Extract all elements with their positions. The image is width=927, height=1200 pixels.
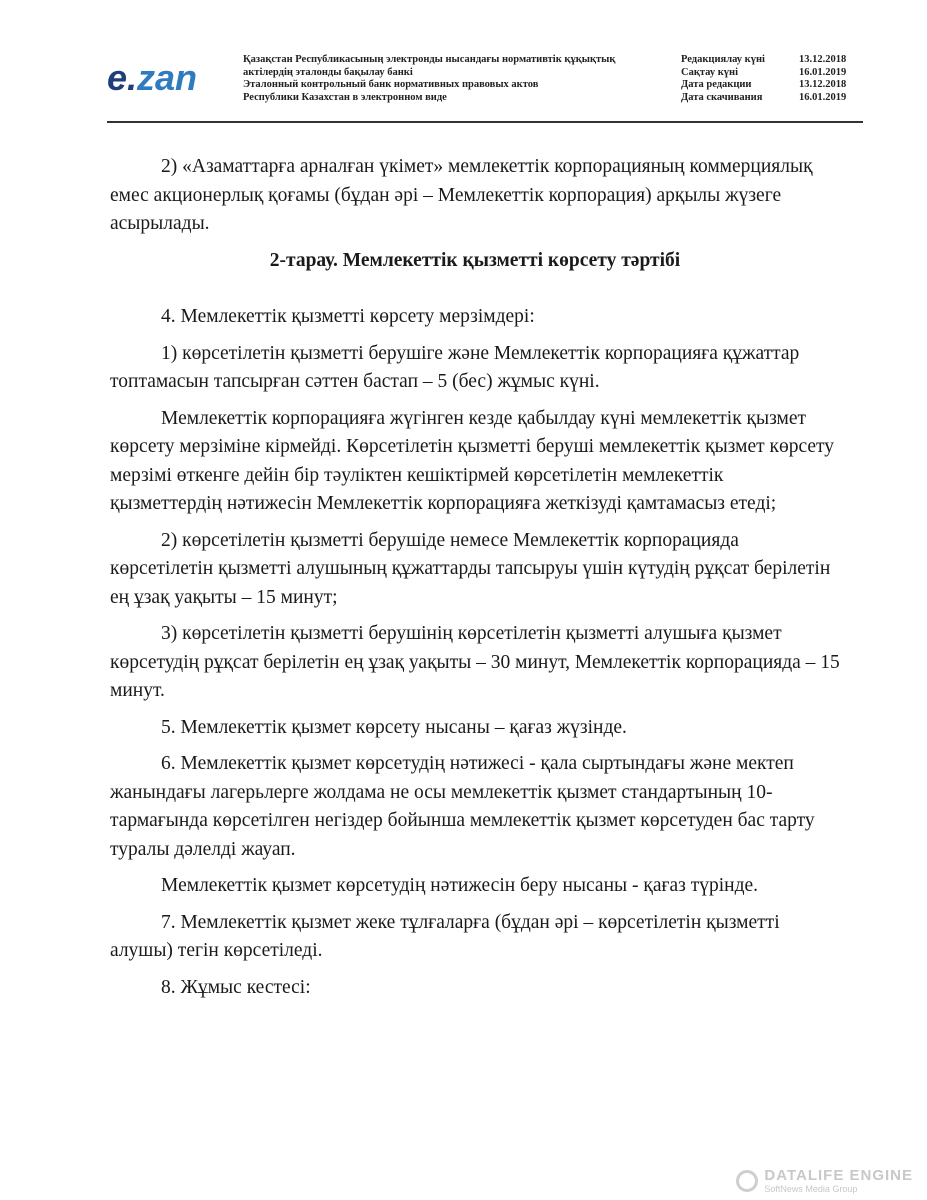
meta-value: 16.01.2019 bbox=[799, 66, 847, 78]
meta-label: Редакциялау күні bbox=[681, 54, 765, 65]
meta-row bbox=[681, 67, 863, 80]
meta-label: Дата редакции bbox=[681, 79, 752, 90]
paragraph: 4. Мемлекеттік қызметті көрсету мерзімдері: bbox=[161, 306, 535, 327]
paragraph: Мемлекеттік корпорацияға жүгінген кезде қабылдау күні мемлекеттік қызмет көрсету мерзіміне кірмейді. Көрсетілетін қызметті беруші мемлекеттік қызмет көрсету мерзімі өткенге дейін бір тәуліктен кешіктірмей көрсетілетін мемлекеттік қызметтердің нәтижесін Мемлекеттік корпорацияға жеткізуді қамтамасыз етеді; bbox=[110, 407, 835, 514]
header-dates bbox=[681, 54, 863, 104]
meta-row bbox=[681, 92, 863, 105]
paragraph: 1) көрсетілетін қызметті берушіге және Мемлекеттік корпорацияға құжаттар топтамасын тапсырған сәттен бастап – 5 (бес) жұмыс күні. bbox=[110, 342, 800, 392]
paragraph: Мемлекеттік қызмет көрсетудің нәтижесін беру нысаны - қағаз түрінде. bbox=[161, 875, 759, 896]
header-line: Қазақстан Республикасының электронды нысандағы нормативтік құқықтық bbox=[243, 54, 616, 65]
meta-value: 13.12.2018 bbox=[799, 54, 847, 65]
header-line: актілердің эталонды бақылау банкі bbox=[243, 66, 413, 78]
datalife-logo-icon bbox=[736, 1170, 758, 1192]
meta-label: Дата скачивания bbox=[681, 91, 763, 103]
paragraph: 7. Мемлекеттік қызмет жеке тұлғаларға (бұдан әрі – көрсетілетін қызметті алушы) тегін көрсетіледі. bbox=[110, 911, 780, 961]
watermark-subtitle: SoftNews Media Group bbox=[764, 1184, 858, 1194]
document-body bbox=[110, 153, 840, 1010]
paragraph: 2) «Азаматтарға арналған үкімет» мемлекеттік корпорацияның коммерциялық емес акционерлық қоғамы (бұдан әрі – Мемлекеттік корпорация) арқылы жүзеге асырылады. bbox=[110, 156, 813, 234]
header-divider bbox=[107, 121, 863, 123]
meta-row bbox=[681, 79, 863, 92]
header-line: Республики Казахстан в электронном виде bbox=[243, 91, 447, 103]
paragraph: 2) көрсетілетін қызметті берушіде немесе Мемлекеттік корпорацияда көрсетілетін қызметті алушының құжаттарды тапсыруы үшін күтудің рұқсат берілетін ең ұзақ уақыты – 15 минут; bbox=[110, 529, 831, 608]
meta-value: 16.01.2019 bbox=[799, 91, 847, 103]
paragraph: 5. Мемлекеттік қызмет көрсету нысаны – қағаз жүзінде. bbox=[161, 716, 627, 738]
header-line: Эталонный контрольный банк нормативных правовых актов bbox=[243, 79, 539, 90]
watermark bbox=[736, 1168, 913, 1194]
paragraph: 8. Жұмыс кестесі: bbox=[161, 976, 311, 998]
ezan-logo[interactable]: e.zan bbox=[107, 57, 198, 98]
meta-label: Сақтау күні bbox=[681, 66, 739, 78]
meta-value: 13.12.2018 bbox=[799, 79, 847, 90]
paragraph: 3) көрсетілетін қызметті берушінің көрсетілетін қызметті алушыға қызмет көрсетудің рұқсат берілетін ең ұзақ уақыты – 30 минут, Мемлекеттік корпорацияда – 15 минут. bbox=[110, 623, 840, 701]
header-bank-title bbox=[243, 54, 643, 104]
section-heading: 2-тарау. Мемлекеттік қызметті көрсету тәртібі bbox=[269, 249, 681, 271]
meta-row bbox=[681, 54, 863, 67]
paragraph: 6. Мемлекеттік қызмет көрсетудің нәтижесі - қала сыртындағы және мектеп жанындағы лагерьлерге жолдама не осы мемлекеттік қызмет стандартының 10-тармағында көрсетілген негіздер бойынша мемлекеттік қызмет көрсетуден бас тарту туралы дәлелді жауап. bbox=[110, 753, 815, 860]
watermark-title: DATALIFE ENGINE bbox=[764, 1167, 913, 1184]
document-header bbox=[107, 52, 863, 122]
